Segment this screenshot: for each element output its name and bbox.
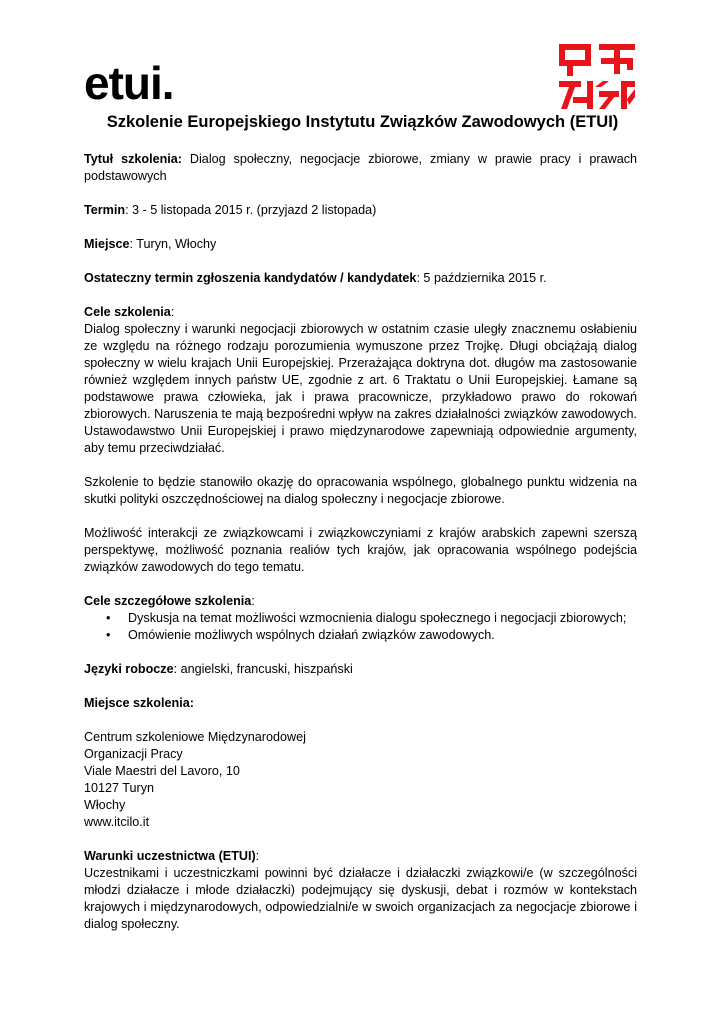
training-place: Miejsce: Turyn, Włochy [84, 237, 217, 251]
list-item: • Omówienie możliwych wspólnych działań związków zawodowych. [128, 627, 637, 644]
address-line: Viale Maestri del Lavoro, 10 [84, 764, 240, 778]
participation-heading: Warunki uczestnictwa (ETUI): [84, 849, 260, 863]
application-deadline: Ostateczny termin zgłoszenia kandydatów / kandydatek: 5 października 2015 r. [84, 271, 547, 285]
document-body [84, 151, 637, 933]
working-languages: Języki robocze: angielski, francuski, hiszpański [84, 662, 353, 676]
specific-objectives-list [84, 610, 637, 644]
objectives-paragraph-3: Możliwość interakcji ze związkowcami i związkowczyniami z krajów arabskich zapewni szerszą perspektywę, możliwość poznania realiów tych krajów, jak opracowania wspólnego podejścia związków zawodowych do tego tematu. [84, 526, 637, 574]
address-line: Włochy [84, 798, 126, 812]
address-line: Centrum szkoleniowe Międzynarodowej [84, 730, 306, 744]
address-line: Organizacji Pracy [84, 747, 183, 761]
etui-logo: etui. [84, 57, 174, 109]
objectives-paragraph-1: Dialog społeczny i warunki negocjacji zbiorowych w ostatnim czasie uległy znacznemu osłabieniu ze względu na różnego rodzaju porozumienia wymuszone przez Trojkę. Długi obciążają dialog społeczny w wielu krajach Unii Europejskiej. Przerażająca doktryna dot. długów ma zastosowanie również względem innych państw UE, zgodnie z art. 6 Traktatu o Unii Europejskiej. Łamane są podstawowe prawa człowieka, jak i prawa pracownicze, przykładowo prawo do rokowań zbiorowych. Naruszenia te mają bezpośredni wpływ na zakres działalności związków zawodowych. Ustawodawstwo Unii Europejskiej i prawo międzynarodowe zapewniają odpowiednie argumenty, aby temu przeciwdziałać. [84, 322, 637, 455]
training-dates: Termin: 3 - 5 listopada 2015 r. (przyjazd 2 listopada) [84, 203, 377, 217]
objectives-heading: Cele szkolenia: [84, 305, 175, 319]
venue-website-link[interactable]: www.itcilo.it [84, 815, 150, 829]
objectives-paragraph-2: Szkolenie to będzie stanowiło okazję do opracowania wspólnego, globalnego punktu widzenia na skutki polityki oszczędnościowej na dialog społeczny i negocjacje zbiorowe. [84, 475, 637, 506]
itc-ilo-logo [557, 41, 637, 111]
document-title: Szkolenie Europejskiego Instytutu Związków Zawodowych (ETUI) [106, 113, 619, 131]
participation-text: Uczestnikami i uczestniczkami powinni być działacze i działaczki związkowi/e (w szczególności młodzi działacze i młode działaczki) podejmujący się dyskusji, debat i rozmów w kontekstach krajowych i międzynarodowych, odpowiedzialni/e w swoich organizacjach za negocjacje zbiorowe i dialog społeczny. [84, 866, 637, 931]
list-item: • Dyskusja na temat możliwości wzmocnienia dialogu społecznego i negocjacji zbiorowych; [128, 610, 637, 627]
venue-heading: Miejsce szkolenia: [84, 696, 194, 710]
specific-objectives-heading: Cele szczegółowe szkolenia: [84, 594, 255, 608]
address-line: 10127 Turyn [84, 781, 155, 795]
training-title: Tytuł szkolenia: Dialog społeczny, negocjacje zbiorowe, zmiany w prawie pracy i prawach podstawowych [84, 152, 637, 183]
venue-address [84, 729, 637, 831]
